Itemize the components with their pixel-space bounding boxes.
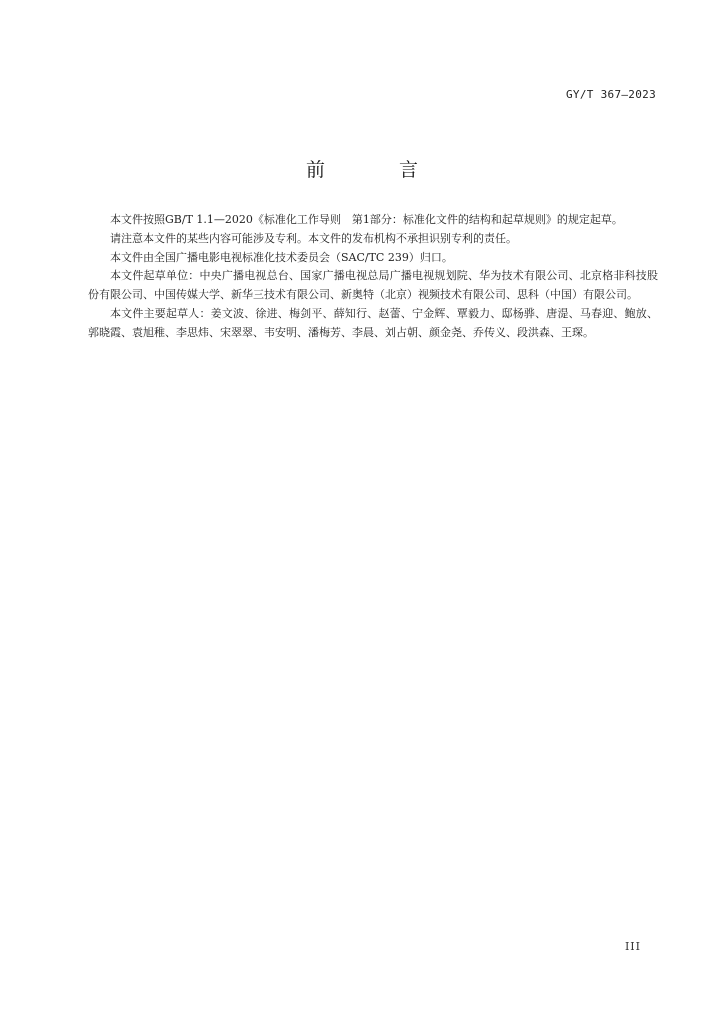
paragraph-drafting-units: 本文件起草单位：中央广播电视总台、国家广播电视总局广播电视规划院、华为技术有限公司、北京格非科技股份有限公司、中国传媒大学、新华三技术有限公司、新奥特（北京）视频技术有限公司、思科（中国）有限公司。 (88, 269, 658, 302)
page-number: III (624, 940, 641, 953)
paragraph-patent-notice: 请注意本文件的某些内容可能涉及专利。本文件的发布机构不承担识别专利的责任。 (110, 231, 517, 245)
page-title: 前 言 (305, 159, 453, 181)
document-code: GY/T 367—2023 (566, 88, 656, 101)
paragraph-committee: 本文件由全国广播电影电视标准化技术委员会（SAC/TC 239）归口。 (110, 250, 453, 264)
paragraph-drafting-rules: 本文件按照GB/T 1.1—2020《标准化工作导则 第1部分：标准化文件的结构和起草规则》的规定起草。 (110, 213, 623, 226)
paragraph-drafters: 本文件主要起草人：姜文波、徐进、梅剑平、薛知行、赵蕾、宁金辉、覃毅力、邸杨骅、唐湜、马春迎、鲍放、郭晓霞、袁旭稚、李思炜、宋翠翠、韦安明、潘梅芳、李晨、刘占朝、颜金尧、乔传义、段洪森、王琛。 (88, 306, 658, 339)
foreword-body (88, 211, 658, 343)
